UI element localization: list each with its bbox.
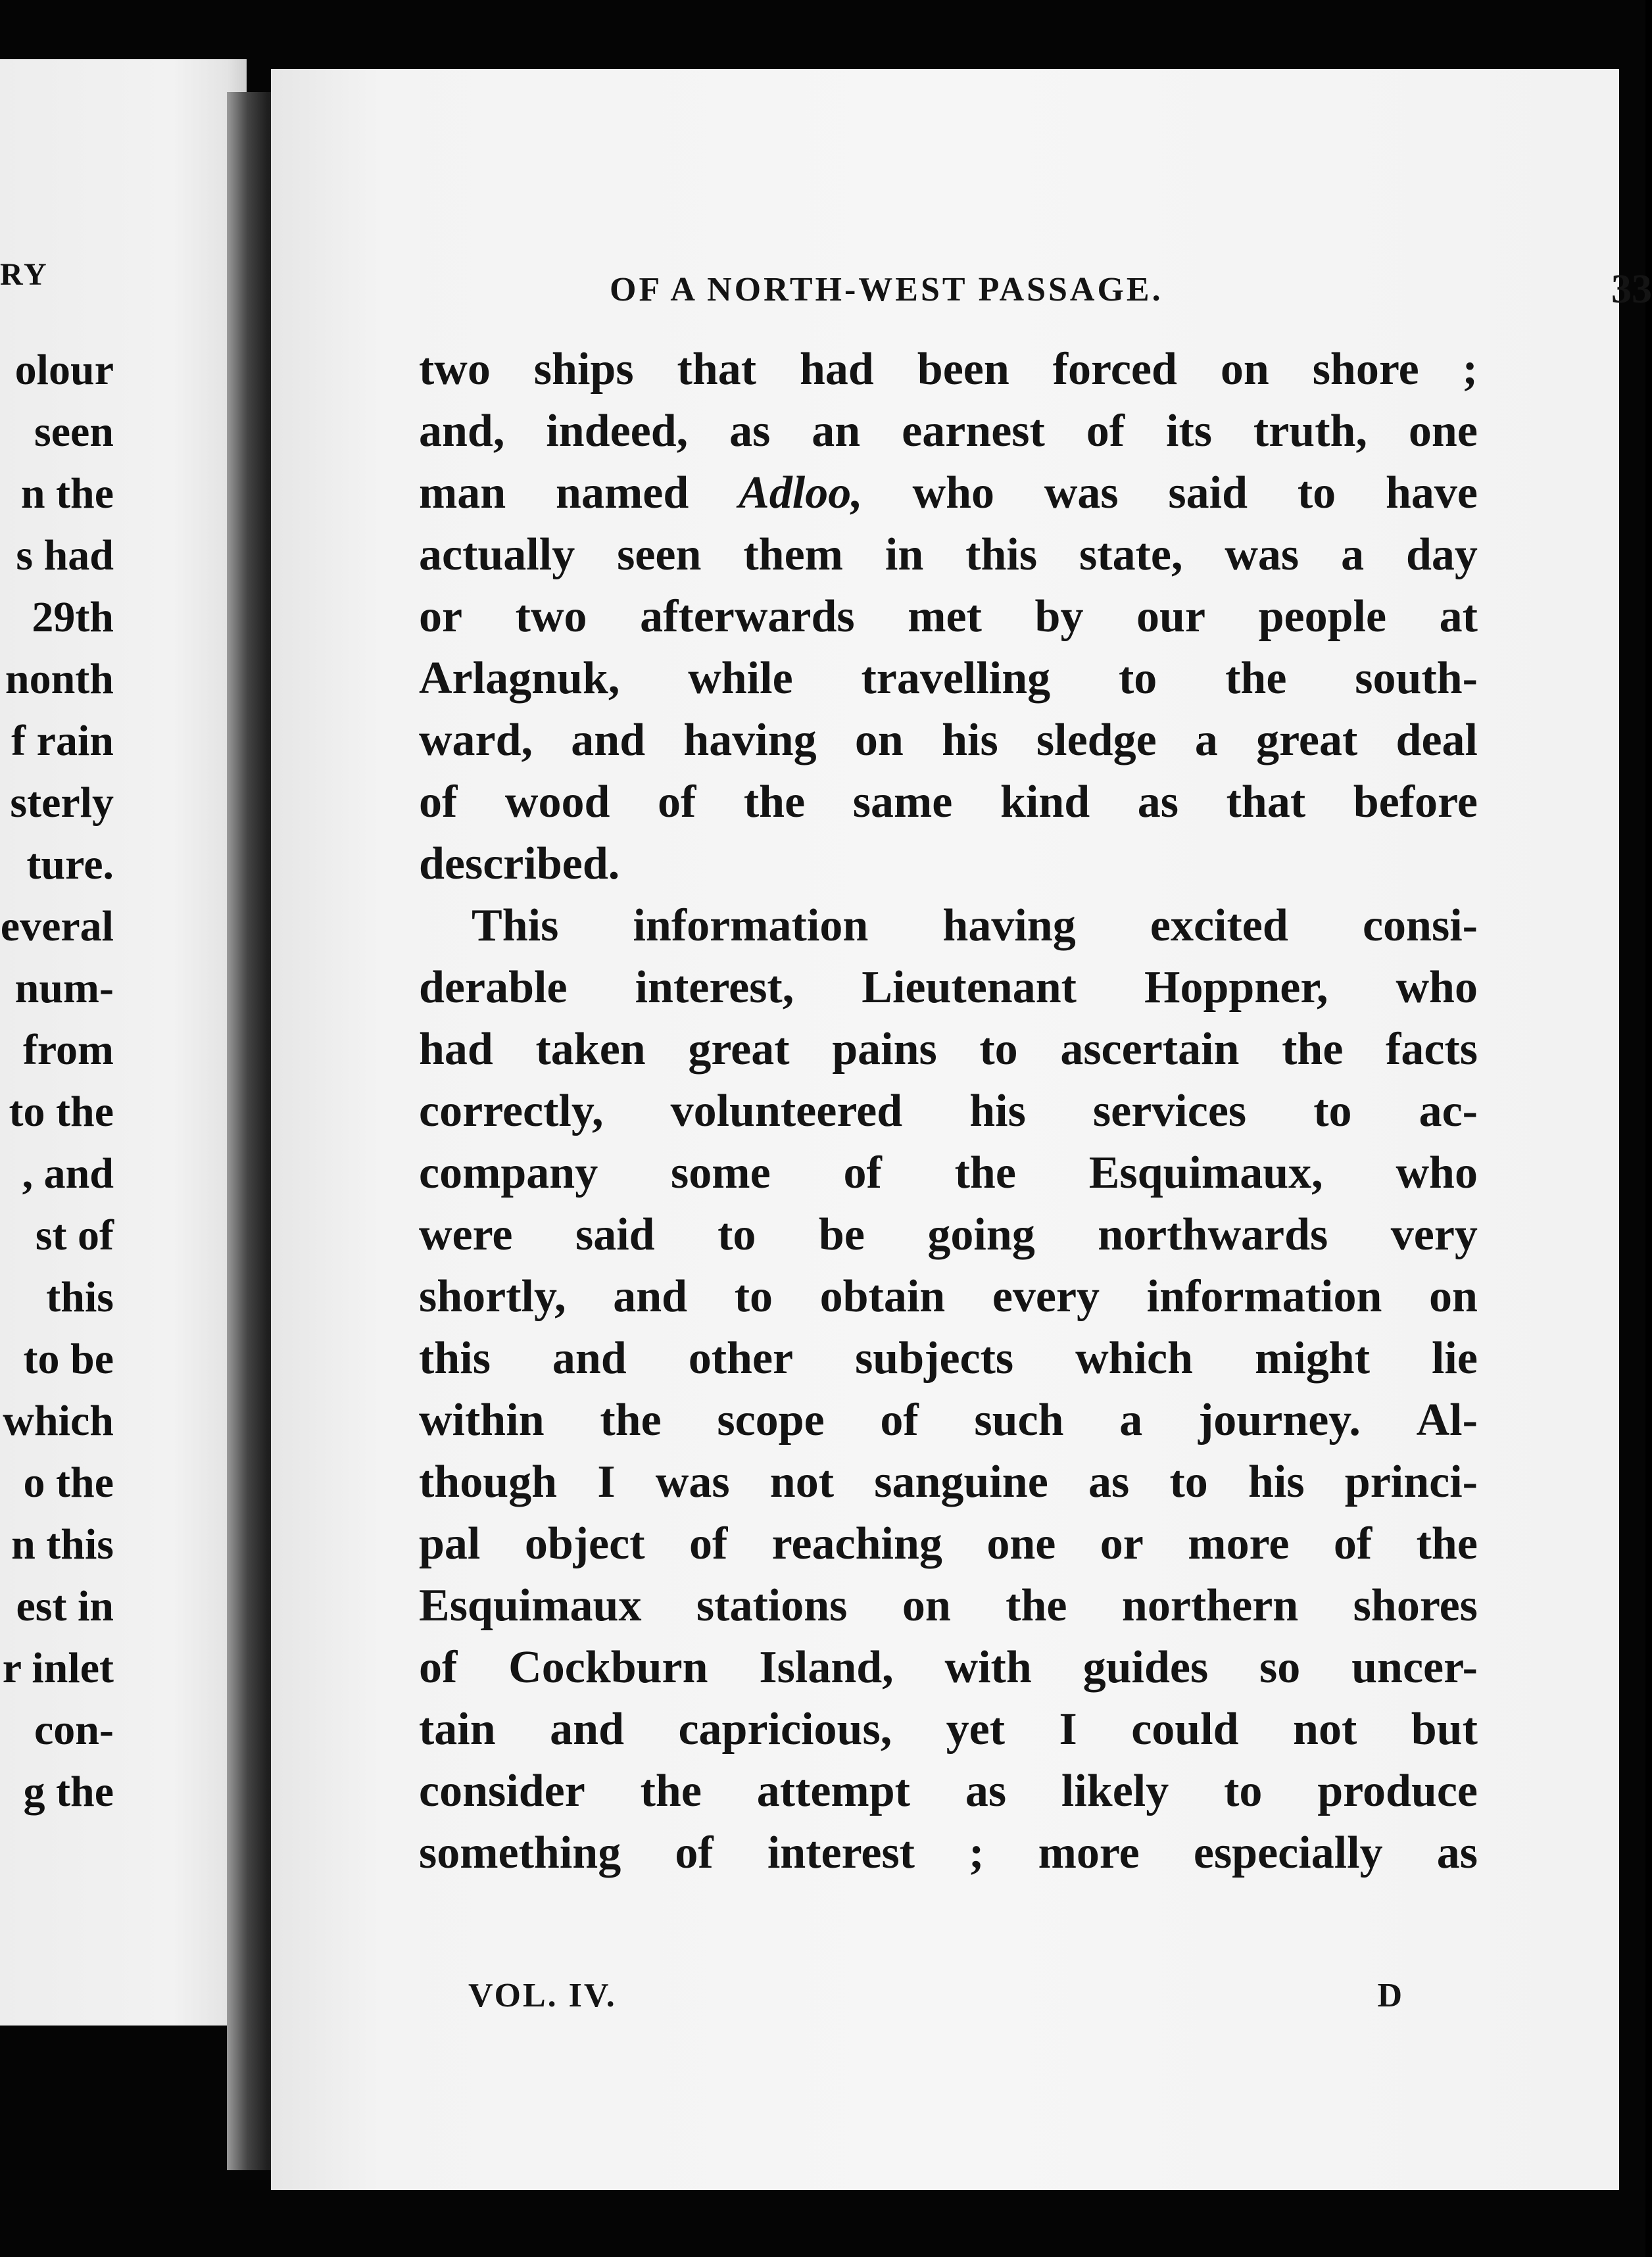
word: met xyxy=(908,591,982,642)
word: on xyxy=(902,1580,951,1631)
previous-page-line: n this xyxy=(11,1520,114,1568)
word: such xyxy=(974,1395,1064,1445)
word: tain xyxy=(419,1704,496,1755)
word: the xyxy=(954,1148,1016,1198)
word: of xyxy=(1333,1518,1373,1569)
word: afterwards xyxy=(640,591,855,642)
word: on xyxy=(1429,1271,1478,1322)
text-line xyxy=(419,1142,1478,1204)
word: object xyxy=(524,1518,645,1569)
word: same xyxy=(852,777,953,827)
word: uncer- xyxy=(1351,1642,1478,1693)
previous-page-running-head: RY xyxy=(0,257,49,292)
word: deal xyxy=(1396,715,1478,765)
word: was xyxy=(1225,529,1300,580)
word: of xyxy=(843,1148,882,1198)
word: the xyxy=(640,1766,702,1816)
word: was xyxy=(1044,468,1119,518)
word: consider xyxy=(419,1766,585,1816)
previous-page-line: to be xyxy=(23,1335,114,1383)
word: Hoppner, xyxy=(1144,962,1328,1013)
word: journey. xyxy=(1198,1395,1361,1445)
word: a xyxy=(1194,715,1218,765)
text-line xyxy=(419,1513,1478,1575)
word: pal xyxy=(419,1518,481,1569)
text-line xyxy=(419,1328,1478,1390)
word: to xyxy=(979,1024,1018,1075)
word: south- xyxy=(1355,653,1478,704)
word: going xyxy=(927,1209,1035,1260)
word: something xyxy=(419,1828,621,1878)
word: at xyxy=(1439,591,1478,642)
word: wood xyxy=(504,777,610,827)
word: as xyxy=(1088,1457,1130,1507)
previous-page-line: st of xyxy=(35,1211,114,1259)
word: that xyxy=(677,344,757,395)
word: which xyxy=(1075,1333,1194,1384)
previous-page-line: est in xyxy=(16,1582,114,1630)
word: of xyxy=(419,777,458,827)
word: two xyxy=(419,344,491,395)
word: as xyxy=(1137,777,1179,827)
word: kind xyxy=(1000,777,1090,827)
previous-page-line: g the xyxy=(23,1768,114,1816)
word: lie xyxy=(1431,1333,1478,1384)
word: taken xyxy=(535,1024,646,1075)
word: to xyxy=(1169,1457,1208,1507)
word: Arlagnuk, xyxy=(419,653,620,704)
word: who xyxy=(912,468,995,518)
word: his xyxy=(942,715,998,765)
signature-mark: D xyxy=(1377,1977,1402,2014)
footer-signature-line xyxy=(468,1976,1402,2029)
word: scope xyxy=(717,1395,825,1445)
word: an xyxy=(812,406,861,456)
word: sanguine xyxy=(874,1457,1048,1507)
word: said xyxy=(575,1209,655,1260)
word: who xyxy=(1396,962,1478,1013)
word: pains xyxy=(832,1024,937,1075)
word: and, xyxy=(419,406,505,456)
word: might xyxy=(1255,1333,1371,1384)
word: as xyxy=(965,1766,1007,1816)
word: great xyxy=(688,1024,790,1075)
previous-page-line: num- xyxy=(14,964,114,1012)
word: some xyxy=(671,1148,771,1198)
word: guides xyxy=(1082,1642,1209,1693)
text-line xyxy=(419,1390,1478,1451)
word: travelling xyxy=(861,653,1051,704)
word: obtain xyxy=(819,1271,946,1322)
text-line xyxy=(419,710,1478,771)
word: other xyxy=(688,1333,794,1384)
word: having xyxy=(683,715,817,765)
word: of xyxy=(1086,406,1125,456)
word: described. xyxy=(419,838,620,889)
word: within xyxy=(419,1395,545,1445)
word: our xyxy=(1136,591,1206,642)
word: the xyxy=(1282,1024,1344,1075)
previous-page-line: from xyxy=(22,1026,114,1074)
word: have xyxy=(1385,468,1478,518)
previous-page-line: ture. xyxy=(26,840,114,888)
word: Island, xyxy=(759,1642,894,1693)
word: Lieutenant xyxy=(862,962,1077,1013)
word: excited xyxy=(1150,900,1288,951)
word: interest xyxy=(767,1828,915,1878)
previous-page-line: con- xyxy=(34,1706,114,1754)
word: with xyxy=(944,1642,1032,1693)
text-line xyxy=(419,1451,1478,1513)
word: the xyxy=(1225,653,1287,704)
word: a xyxy=(1341,529,1365,580)
word: very xyxy=(1390,1209,1478,1260)
word: so xyxy=(1259,1642,1301,1693)
word: them xyxy=(743,529,843,580)
word: his xyxy=(969,1086,1026,1136)
word: or xyxy=(1100,1518,1144,1569)
text-line xyxy=(419,1266,1478,1328)
previous-page-line: olour xyxy=(14,346,114,394)
word: the xyxy=(1416,1518,1478,1569)
word: likely xyxy=(1061,1766,1169,1816)
word: were xyxy=(419,1209,513,1260)
text-line xyxy=(419,1080,1478,1142)
word: great xyxy=(1256,715,1358,765)
word: forced xyxy=(1052,344,1177,395)
word: yet xyxy=(946,1704,1006,1755)
word: services xyxy=(1092,1086,1247,1136)
running-title: OF A NORTH-WEST PASSAGE. xyxy=(610,271,1163,308)
text-line xyxy=(419,1637,1478,1699)
text-line xyxy=(419,1019,1478,1080)
word: more xyxy=(1188,1518,1290,1569)
word: Esquimaux, xyxy=(1088,1148,1323,1198)
word: on xyxy=(1220,344,1269,395)
word: subjects xyxy=(855,1333,1014,1384)
volume-label: VOL. IV. xyxy=(468,1977,617,2014)
previous-page-line: to the xyxy=(9,1088,114,1136)
word: a xyxy=(1119,1395,1143,1445)
word: and xyxy=(552,1333,627,1384)
word: its xyxy=(1166,406,1212,456)
word: said xyxy=(1168,468,1248,518)
text-line xyxy=(419,400,1478,462)
word: information xyxy=(1146,1271,1382,1322)
word: to xyxy=(1119,653,1157,704)
previous-page-line: o the xyxy=(23,1459,114,1507)
book-page xyxy=(271,69,1652,2190)
word: of xyxy=(880,1395,919,1445)
word: princi- xyxy=(1344,1457,1478,1507)
word: volunteered xyxy=(670,1086,903,1136)
word: ; xyxy=(1462,344,1478,395)
word: I xyxy=(597,1457,616,1507)
word: of xyxy=(657,777,696,827)
word: shortly, xyxy=(419,1271,566,1322)
word: named xyxy=(556,468,689,518)
word: in xyxy=(885,529,924,580)
word: and xyxy=(571,715,646,765)
word: actually xyxy=(419,529,575,580)
text-line xyxy=(419,1699,1478,1760)
word: ascertain xyxy=(1060,1024,1240,1075)
word: ac- xyxy=(1419,1086,1478,1136)
word: produce xyxy=(1317,1766,1478,1816)
word: of xyxy=(689,1518,728,1569)
word: before xyxy=(1353,777,1478,827)
previous-page-line: 29th xyxy=(32,593,114,641)
word: to xyxy=(734,1271,773,1322)
text-line xyxy=(419,1822,1478,1884)
word: the xyxy=(600,1395,662,1445)
word: derable xyxy=(419,962,568,1013)
word: be xyxy=(818,1209,865,1260)
word: could xyxy=(1131,1704,1239,1755)
word: that xyxy=(1226,777,1306,827)
text-line xyxy=(419,771,1478,833)
text-line xyxy=(419,1204,1478,1266)
word: Esquimaux xyxy=(419,1580,642,1631)
word: Adloo, xyxy=(739,468,863,518)
word: the xyxy=(743,777,806,827)
word: consi- xyxy=(1362,900,1478,951)
text-line xyxy=(419,895,1478,957)
text-line xyxy=(419,524,1478,586)
word: day xyxy=(1405,529,1478,580)
text-line xyxy=(419,1575,1478,1637)
word: truth, xyxy=(1253,406,1367,456)
word: not xyxy=(1293,1704,1357,1755)
word: and xyxy=(613,1271,688,1322)
word: to xyxy=(1297,468,1336,518)
word: on xyxy=(854,715,904,765)
word: seen xyxy=(617,529,702,580)
text-line xyxy=(419,648,1478,710)
previous-page-line: this xyxy=(46,1273,114,1321)
word: attempt xyxy=(756,1766,910,1816)
word: while xyxy=(688,653,793,704)
word: This xyxy=(472,900,559,951)
page-number: 33 xyxy=(1611,267,1652,312)
word: ward, xyxy=(419,715,533,765)
word: though xyxy=(419,1457,558,1507)
word: this xyxy=(965,529,1038,580)
word: I xyxy=(1059,1704,1077,1755)
word: as xyxy=(1436,1828,1478,1878)
word: facts xyxy=(1386,1024,1478,1075)
word: company xyxy=(419,1148,598,1198)
word: shores xyxy=(1353,1580,1478,1631)
word: indeed, xyxy=(546,406,689,456)
word: this xyxy=(419,1333,491,1384)
previous-page-line: everal xyxy=(0,902,114,950)
text-line xyxy=(419,1760,1478,1822)
text-line xyxy=(419,957,1478,1019)
word: ships xyxy=(533,344,634,395)
word: been xyxy=(917,344,1009,395)
previous-page-line: n the xyxy=(20,470,114,518)
word: the xyxy=(1006,1580,1067,1631)
word: had xyxy=(800,344,874,395)
word: to xyxy=(1224,1766,1263,1816)
word: information xyxy=(633,900,869,951)
word: shore xyxy=(1312,344,1419,395)
word: as xyxy=(729,406,771,456)
word: of xyxy=(419,1642,458,1693)
word: Cockburn xyxy=(508,1642,708,1693)
previous-page-line: f rain xyxy=(11,717,114,765)
word: one xyxy=(986,1518,1056,1569)
word: to xyxy=(717,1209,756,1260)
word: of xyxy=(675,1828,714,1878)
text-line xyxy=(419,462,1478,524)
text-line xyxy=(419,586,1478,648)
word: especially xyxy=(1193,1828,1383,1878)
running-head xyxy=(610,266,1652,319)
word: sledge xyxy=(1036,715,1157,765)
word: reaching xyxy=(771,1518,942,1569)
text-line xyxy=(419,833,1478,895)
text-line xyxy=(419,339,1478,400)
word: having xyxy=(942,900,1076,951)
word: northern xyxy=(1121,1580,1299,1631)
word: was xyxy=(655,1457,730,1507)
previous-page-line: sterly xyxy=(10,779,114,827)
word: and xyxy=(550,1704,625,1755)
word: northwards xyxy=(1098,1209,1328,1260)
previous-page-line: , and xyxy=(22,1150,114,1198)
word: by xyxy=(1034,591,1084,642)
previous-page-line: s had xyxy=(16,531,114,579)
word: more xyxy=(1038,1828,1140,1878)
previous-page-edge xyxy=(0,59,247,2026)
word: one xyxy=(1408,406,1478,456)
word: capricious, xyxy=(678,1704,892,1755)
word: state, xyxy=(1079,529,1183,580)
word: not xyxy=(769,1457,835,1507)
word: to xyxy=(1313,1086,1352,1136)
body-text xyxy=(419,339,1478,1884)
word: but xyxy=(1411,1704,1478,1755)
previous-page-line: seen xyxy=(34,408,114,456)
word: people xyxy=(1258,591,1387,642)
word: two xyxy=(515,591,587,642)
word: had xyxy=(419,1024,493,1075)
word: stations xyxy=(696,1580,848,1631)
previous-page-line: which xyxy=(3,1397,114,1445)
previous-page-line: nonth xyxy=(5,655,114,703)
word: correctly, xyxy=(419,1086,604,1136)
previous-page-line: r inlet xyxy=(2,1644,114,1692)
word: interest, xyxy=(635,962,794,1013)
word: or xyxy=(419,591,463,642)
word: ; xyxy=(969,1828,984,1878)
word: who xyxy=(1396,1148,1478,1198)
word: Al- xyxy=(1416,1395,1478,1445)
word: every xyxy=(992,1271,1100,1322)
word: earnest xyxy=(902,406,1045,456)
word: man xyxy=(419,468,506,518)
word: his xyxy=(1248,1457,1305,1507)
